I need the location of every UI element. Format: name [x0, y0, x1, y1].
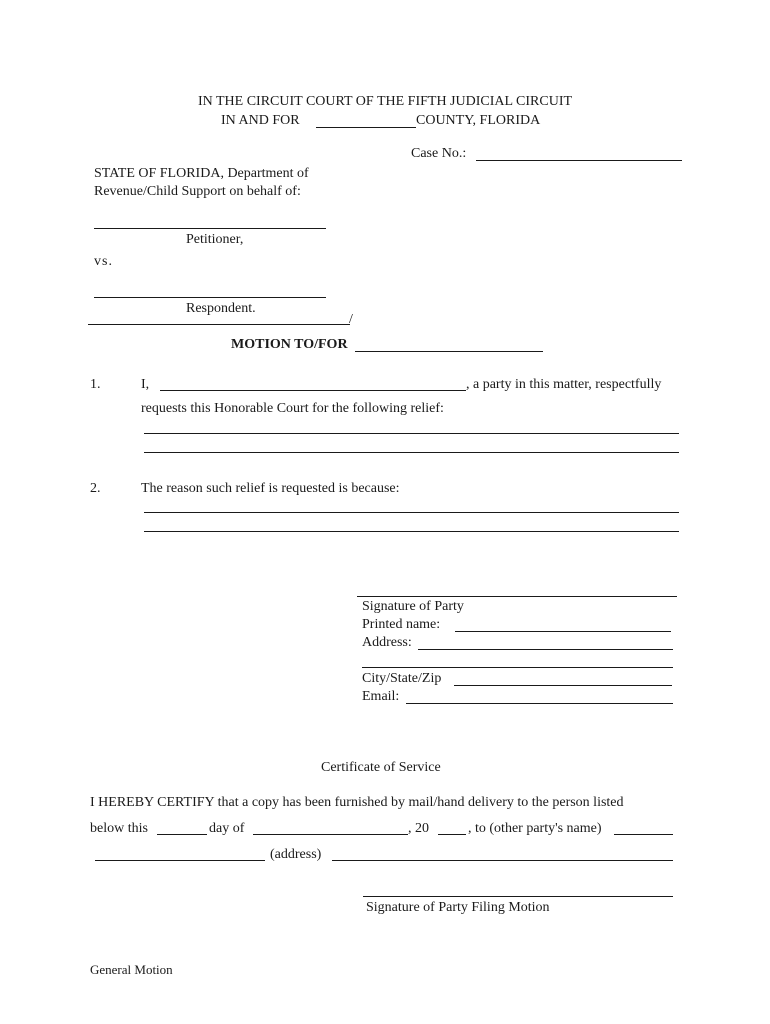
address-blank-1[interactable] [418, 649, 673, 650]
item2-text: The reason such relief is requested is because: [141, 481, 400, 496]
reason-line-1[interactable] [144, 512, 679, 513]
city-state-zip-label: City/State/Zip [362, 671, 442, 686]
filing-signature-line[interactable] [363, 896, 673, 897]
respondent-name-blank[interactable] [94, 297, 326, 298]
motion-title-blank[interactable] [355, 351, 543, 352]
below-this-label: below this [90, 821, 148, 836]
relief-line-2[interactable] [144, 452, 679, 453]
year-blank[interactable] [438, 834, 466, 835]
other-party-label: , to (other party's name) [468, 821, 602, 836]
relief-line-1[interactable] [144, 433, 679, 434]
other-party-blank-1[interactable] [614, 834, 673, 835]
court-header-in-and-for: IN AND FOR [221, 113, 300, 128]
court-header-county: COUNTY, FLORIDA [416, 113, 541, 128]
day-blank[interactable] [157, 834, 207, 835]
county-blank[interactable] [316, 127, 416, 128]
day-of-label: day of [209, 821, 245, 836]
item1-suffix: , a party in this matter, respectfully [466, 377, 662, 392]
court-header-line1: IN THE CIRCUIT COURT OF THE FIFTH JUDICIAL CIRCUIT [197, 94, 573, 109]
caption-closing-line [88, 324, 350, 325]
printed-name-blank[interactable] [455, 631, 671, 632]
state-of-florida-line2: Revenue/Child Support on behalf of: [94, 184, 301, 199]
case-number-blank[interactable] [476, 160, 682, 161]
city-state-zip-blank[interactable] [454, 685, 672, 686]
email-label: Email: [362, 689, 400, 704]
respondent-label: Respondent. [186, 301, 256, 316]
email-blank[interactable] [406, 703, 673, 704]
versus-label: vs. [94, 254, 113, 269]
address-label: Address: [362, 635, 412, 650]
other-party-blank-2[interactable] [95, 860, 265, 861]
month-blank[interactable] [253, 834, 408, 835]
state-of-florida-line1: STATE OF FLORIDA, Department of [94, 166, 309, 181]
signature-of-party-label: Signature of Party [362, 599, 464, 614]
footer-form-name: General Motion [90, 962, 173, 977]
item1-line2: requests this Honorable Court for the following relief: [141, 401, 444, 416]
filing-signature-label: Signature of Party Filing Motion [366, 900, 550, 915]
address-blank-2[interactable] [362, 667, 673, 668]
case-number-label: Case No.: [411, 146, 467, 161]
petitioner-name-blank[interactable] [94, 228, 326, 229]
item1-number: 1. [90, 377, 101, 392]
party-signature-line[interactable] [357, 596, 677, 597]
service-address-blank[interactable] [332, 860, 673, 861]
reason-line-2[interactable] [144, 531, 679, 532]
certify-statement [90, 795, 624, 811]
petitioner-label: Petitioner, [186, 232, 244, 247]
motion-title: MOTION TO/FOR [231, 337, 348, 352]
certificate-heading: Certificate of Service [321, 760, 441, 775]
certify-bold: I HEREBY CERTIFY [90, 795, 215, 810]
certify-rest: that a copy has been furnished by mail/hand delivery to the person listed [214, 795, 624, 810]
party-name-blank[interactable] [160, 390, 466, 391]
printed-name-label: Printed name: [362, 617, 441, 632]
address-paren-label: (address) [270, 847, 322, 862]
year-prefix-label: , 20 [408, 821, 429, 836]
caption-slash: / [349, 312, 353, 327]
item2-number: 2. [90, 481, 101, 496]
item1-prefix: I, [141, 377, 150, 392]
